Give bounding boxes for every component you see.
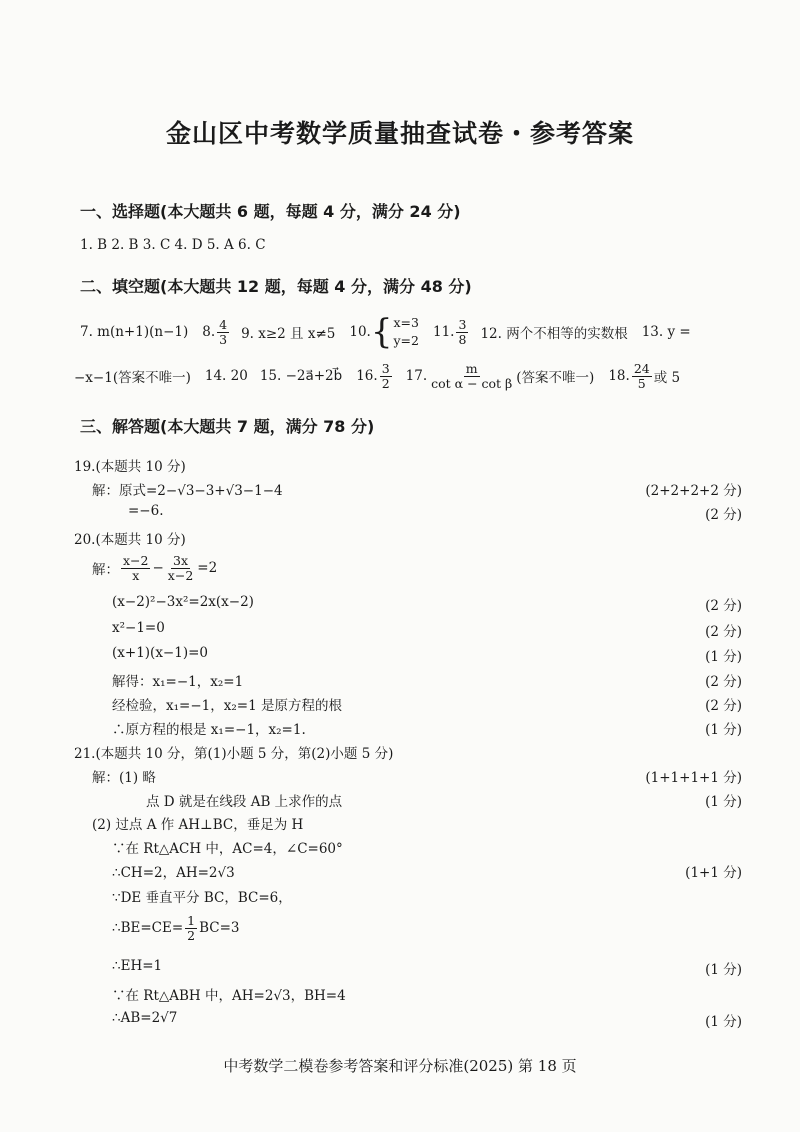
q8-fraction: $\frac{4}{3}$: [219, 317, 228, 347]
q19-title: 19.(本题共 10 分): [74, 459, 186, 475]
q21-line-10: ∴AB=2√7: [112, 1010, 178, 1026]
q17-label: 17.: [405, 368, 428, 384]
q16-label: 16.: [356, 368, 378, 384]
q20-line-6: ∴原方程的根是 x₁=−1，x₂=1.: [112, 722, 306, 738]
q20-line-2: x²−1=0: [112, 620, 165, 636]
q21-line-1: 解：(1) 略: [92, 770, 156, 786]
q16-fraction: $\frac{3}{2}$: [381, 361, 390, 391]
q20-points-1: (2 分): [705, 598, 742, 614]
q21-line-7: ∴BE=CE= $\frac{1}{2}$ BC=3: [112, 913, 240, 943]
q14-answer: 14. 20: [204, 368, 248, 384]
q21-line-2: 点 D 就是在线段 AB 上求作的点: [146, 794, 343, 810]
section-1-heading: 一、选择题(本大题共 6 题，每题 4 分，满分 24 分): [80, 202, 461, 221]
q21-points-2: (1 分): [705, 794, 742, 810]
fill-in-row-2: [74, 356, 680, 396]
q18-tail: 或 5: [653, 370, 681, 386]
q20-points-2: (2 分): [705, 624, 742, 640]
q19-line-2: =−6.: [128, 503, 164, 519]
q21-line-3: (2) 过点 A 作 AH⊥BC，垂足为 H: [92, 817, 304, 833]
fill-in-row-1: [80, 312, 691, 352]
q17-fraction: $\frac{m}{\text{cot α − cot β}}$: [431, 361, 513, 391]
q8-label: 8.: [202, 324, 216, 340]
q10-system: { x=3 y=2: [370, 312, 419, 352]
q20-title: 20.(本题共 10 分): [74, 532, 186, 548]
q21-line-6: ∵DE 垂直平分 BC，BC=6，: [112, 890, 292, 906]
q19-line-1: 解：原式=2−√3−3+√3−1−4: [92, 483, 283, 499]
q21-points-10: (1 分): [705, 1014, 742, 1030]
q9-answer: 9. x≥2 且 x≠5: [241, 326, 336, 342]
q20-points-6: (1 分): [705, 722, 742, 738]
q21-line-9: ∵在 Rt△ABH 中，AH=2√3，BH=4: [112, 988, 346, 1004]
q21-points-8: (1 分): [705, 962, 742, 978]
q18-fraction: $\frac{24}{5}$: [633, 361, 650, 391]
q20-line-4: 解得：x₁=−1，x₂=1: [112, 674, 244, 690]
q21-points-1: (1+1+1+1 分): [645, 770, 742, 786]
q19-points-1: (2+2+2+2 分): [645, 483, 742, 499]
q13-answer-end: −x−1(答案不唯一): [74, 370, 191, 386]
q11-label: 11.: [433, 324, 455, 340]
q17-note: (答案不唯一): [516, 370, 595, 386]
q11-fraction: $\frac{3}{8}$: [458, 317, 467, 347]
section-3-heading: 三、解答题(本大题共 7 题，满分 78 分): [80, 417, 375, 436]
q12-answer: 12. 两个不相等的实数根: [480, 326, 628, 342]
section-1-answers: 1. B 2. B 3. C 4. D 5. A 6. C: [80, 237, 266, 253]
q21-line-4: ∵在 Rt△ACH 中，AC=4，∠C=60°: [112, 841, 343, 857]
q21-line-5: ∴CH=2，AH=2√3: [112, 865, 235, 881]
q21-line-8: ∴EH=1: [112, 958, 163, 974]
q20-points-5: (2 分): [705, 698, 742, 714]
q20-equation: 解： $\frac{x-2}{x}$ − $\frac{3x}{x-2}$ =2: [92, 553, 218, 583]
q20-line-1: (x−2)²−3x²=2x(x−2): [112, 594, 254, 610]
q18-label: 18.: [608, 368, 630, 384]
q20-line-5: 经检验，x₁=−1，x₂=1 是原方程的根: [112, 698, 342, 714]
q20-points-4: (2 分): [705, 674, 742, 690]
q10-label: 10.: [349, 324, 371, 340]
page-footer: 中考数学二模卷参考答案和评分标准(2025) 第 18 页: [223, 1057, 577, 1075]
q20-line-3: (x+1)(x−1)=0: [112, 645, 208, 661]
q21-points-5: (1+1 分): [685, 865, 742, 881]
q15-answer: 15. −2a⃗+2b⃗: [259, 368, 343, 384]
page-title: 金山区中考数学质量抽查试卷・参考答案: [165, 119, 634, 148]
q13-answer-start: 13. y =: [641, 324, 691, 340]
q20-points-3: (1 分): [705, 649, 742, 665]
q19-points-2: (2 分): [705, 507, 742, 523]
section-2-heading: 二、填空题(本大题共 12 题，每题 4 分，满分 48 分): [80, 277, 472, 296]
q21-title: 21.(本题共 10 分，第(1)小题 5 分，第(2)小题 5 分): [74, 746, 394, 762]
q7-answer: 7. m(n+1)(n−1): [80, 324, 189, 340]
